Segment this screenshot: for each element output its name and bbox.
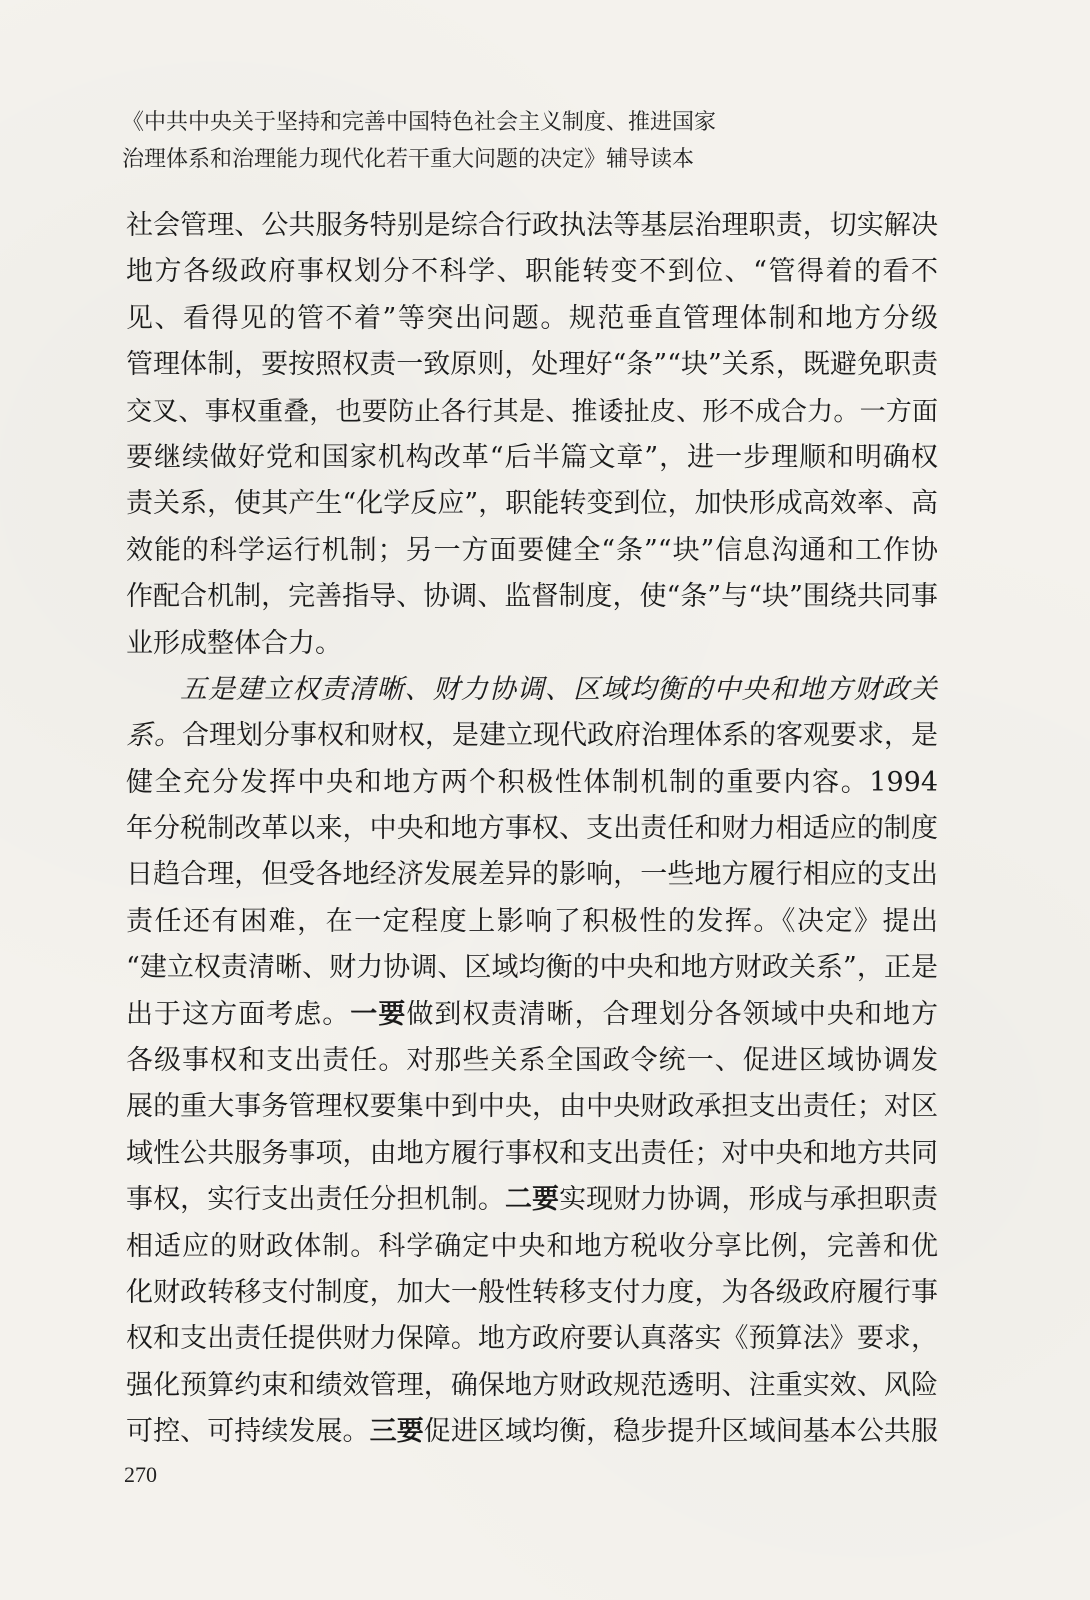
text-line (126, 435, 938, 481)
text-line (126, 1131, 938, 1177)
body-text-segment: 见、看得见的管不着”等突出问题。规范垂直管理体制和地方分级 (126, 302, 938, 334)
body-text-segment: 强化预算约束和绩效管理，确保地方财政规范透明、注重实效、风险 (126, 1369, 938, 1401)
text-line (126, 203, 938, 249)
section-heading-text: 系。 (126, 720, 182, 752)
body-text-segment: 促进区域均衡，稳步提升区域间基本公共服 (423, 1416, 938, 1448)
text-line (126, 621, 938, 667)
text-line (126, 296, 938, 342)
header-line-2: 治理体系和治理能力现代化若干重大问题的决定》辅导读本 (122, 147, 695, 172)
text-line (126, 1084, 938, 1130)
text-line (126, 852, 938, 898)
body-text-segment: 域性公共服务事项，由地方履行事权和支出责任；对中央和地方共同 (126, 1137, 938, 1169)
body-text-segment: 权和支出责任提供财力保障。地方政府要认真落实《预算法》要求， (126, 1323, 938, 1355)
body-text-segment: 出于这方面考虑。 (126, 998, 351, 1030)
emphasis-text: 一要 (350, 998, 407, 1030)
body-text-segment: 社会管理、公共服务特别是综合行政执法等基层治理职责，切实解决 (126, 210, 938, 241)
body-text-segment: 展的重大事务管理权要集中到中央，由中央财政承担支出责任；对区 (126, 1091, 938, 1123)
text-line (126, 1409, 938, 1455)
body-text-segment: 作配合机制，完善指导、协调、监督制度，使“条”与“块”围绕共同事 (126, 581, 938, 613)
body-text-segment: 地方各级政府事权划分不科学、职能转变不到位、“管得着的看不 (126, 256, 938, 288)
text-line (126, 1038, 938, 1084)
text-line (126, 1363, 938, 1409)
text-line (126, 528, 938, 574)
paragraph (126, 203, 938, 667)
text-line (126, 249, 938, 295)
body-text-segment: 实现财力协调，形成与承担职责 (559, 1184, 938, 1216)
text-line (126, 806, 938, 852)
body-text-segment: 责任还有困难，在一定程度上影响了积极性的发挥。《决定》提出 (126, 905, 938, 937)
body-text (126, 203, 938, 1456)
text-line (126, 481, 938, 527)
text-line (126, 760, 938, 806)
text-line (126, 713, 938, 759)
paragraph (126, 667, 938, 1456)
text-line (126, 945, 938, 991)
body-text-segment: 做到权责清晰，合理划分各领域中央和地方 (406, 998, 938, 1030)
body-text-segment: 化财政转移支付制度，加大一般性转移支付力度，为各级政府履行事 (126, 1276, 938, 1308)
text-line (126, 1224, 938, 1270)
text-line (126, 574, 938, 620)
body-text-segment: 日趋合理，但受各地经济发展差异的影响，一些地方履行相应的支出 (126, 859, 938, 891)
emphasis-text: 三要 (369, 1416, 424, 1448)
text-line (126, 389, 938, 435)
body-text-segment: 效能的科学运行机制；另一方面要健全“条”“块”信息沟通和工作协 (126, 534, 938, 566)
section-heading-text: 五是建立权责清晰、财力协调、区域均衡的中央和地方财政关 (180, 673, 938, 705)
body-text-segment: 年分税制改革以来，中央和地方事权、支出责任和财力相适应的制度 (126, 813, 938, 845)
text-line (126, 667, 938, 713)
body-text-segment: 管理体制，要按照权责一致原则，处理好“条”“块”关系，既避免职责 (126, 349, 938, 381)
text-line (126, 992, 938, 1038)
text-line (126, 342, 938, 388)
body-text-segment: 合理划分事权和财权，是建立现代政府治理体系的客观要求，是 (182, 720, 938, 752)
page-number: 270 (124, 1462, 157, 1487)
body-text-segment: 可控、可持续发展。 (126, 1416, 370, 1448)
body-text-segment: 交叉、事权重叠，也要防止各行其是、推诿扯皮、形不成合力。一方面 (126, 396, 938, 427)
body-text-segment: “建立权责清晰、财力协调、区域均衡的中央和地方财政关系”，正是 (126, 952, 938, 984)
body-text-segment: 业形成整体合力。 (126, 627, 342, 659)
body-text-segment: 相适应的财政体制。科学确定中央和地方税收分享比例，完善和优 (126, 1230, 938, 1262)
running-header (122, 104, 882, 178)
emphasis-text: 二要 (504, 1184, 560, 1216)
text-line (126, 1316, 938, 1362)
text-line (126, 1270, 938, 1316)
body-text-segment: 要继续做好党和国家机构改革“后半篇文章”，进一步理顺和明确权 (126, 441, 938, 473)
body-text-segment: 各级事权和支出责任。对那些关系全国政令统一、促进区域协调发 (126, 1045, 938, 1077)
header-line-1: 《中共中央关于坚持和完善中国特色社会主义制度、推进国家 (122, 110, 717, 135)
body-text-segment: 健全充分发挥中央和地方两个积极性体制机制的重要内容。1994 (126, 766, 938, 798)
text-line (126, 899, 938, 945)
body-text-segment: 事权，实行支出责任分担机制。 (126, 1184, 505, 1216)
body-text-segment: 责关系，使其产生“化学反应”，职能转变到位，加快形成高效率、高 (126, 488, 938, 520)
text-line (126, 1177, 938, 1223)
